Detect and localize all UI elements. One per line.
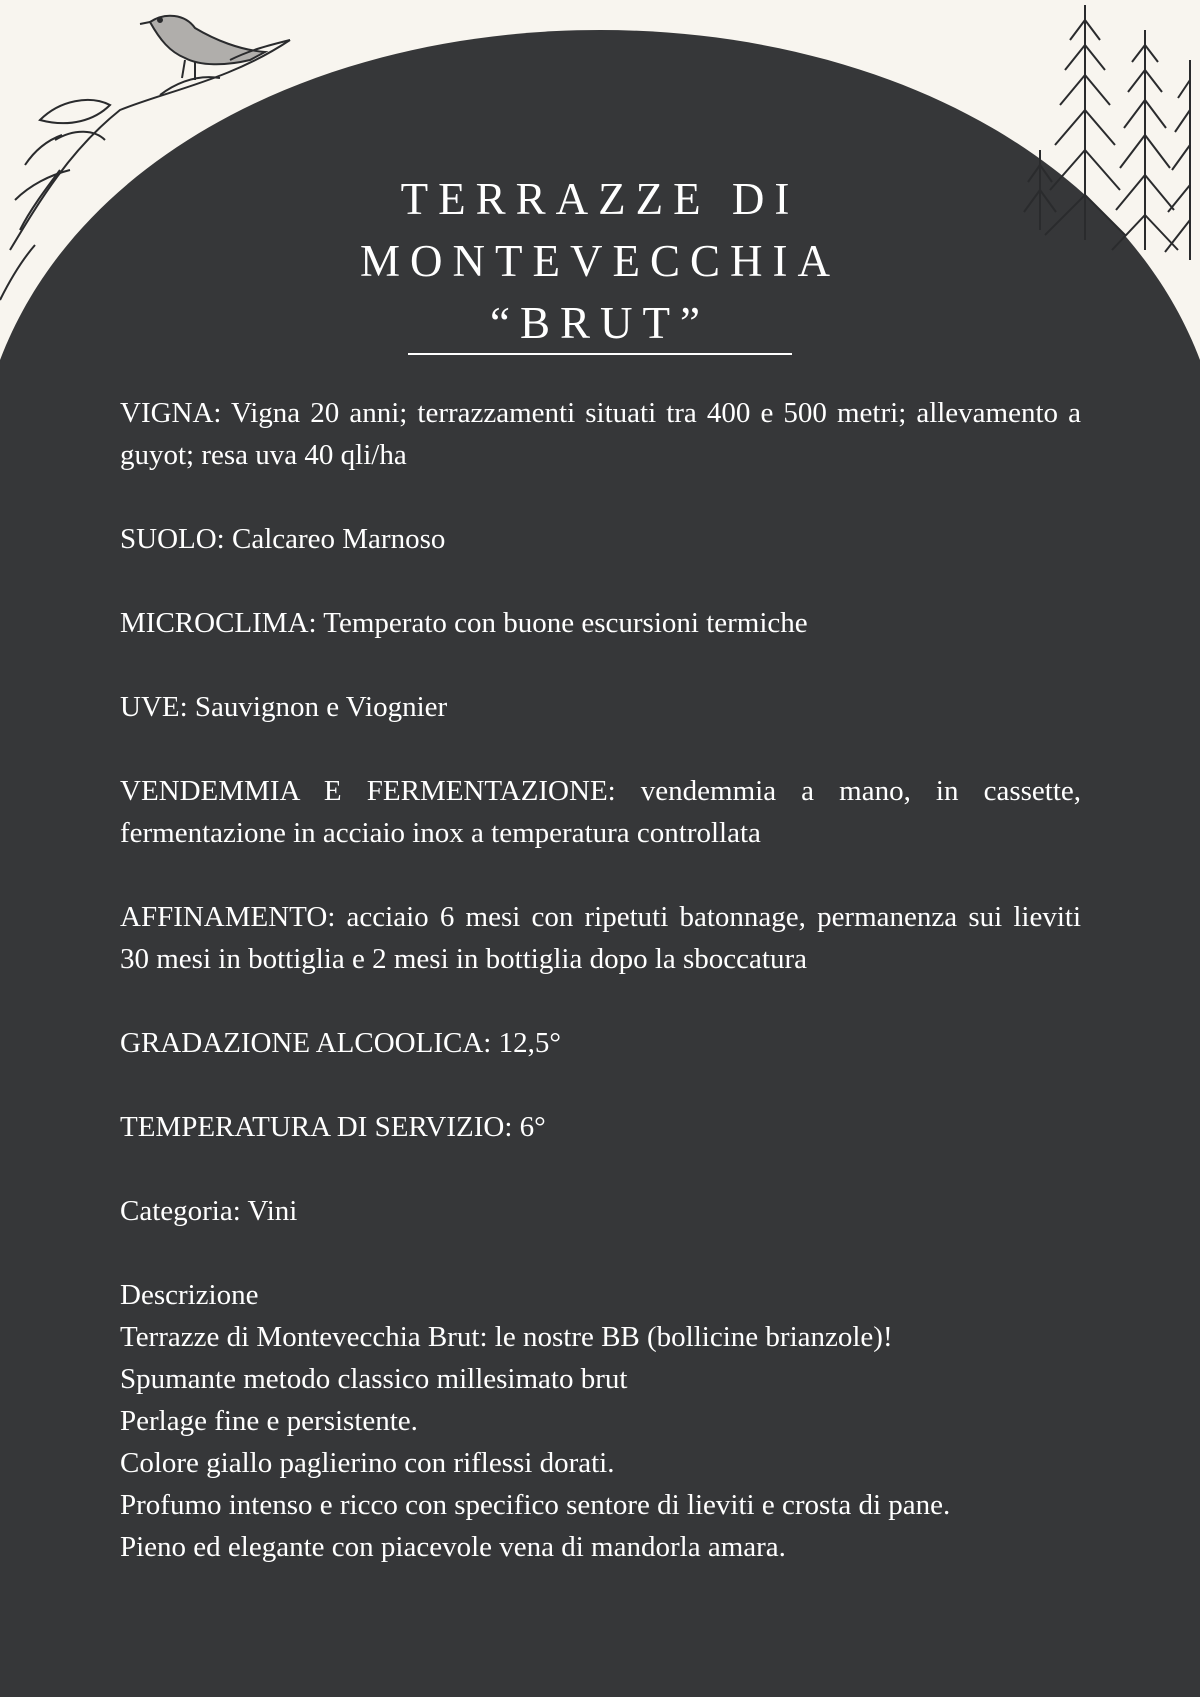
spec-gradazione: GRADAZIONE ALCOOLICA: 12,5° bbox=[120, 1027, 561, 1059]
spec-categoria: Categoria: Vini bbox=[120, 1195, 298, 1227]
description-line: Terrazze di Montevecchia Brut: le nostre BB (bollicine brianzole)! bbox=[120, 1321, 893, 1353]
spec-vendemmia: VENDEMMIA E FERMENTAZIONE: vendemmia a mano, in cassette, fermentazione in acciaio inox a temperatura controllata bbox=[120, 775, 1081, 849]
spec-vigna: VIGNA: Vigna 20 anni; terrazzamenti situati tra 400 e 500 metri; allevamento a guyot; resa uva 40 qli/ha bbox=[120, 397, 1081, 471]
description-line: Perlage fine e persistente. bbox=[120, 1405, 418, 1437]
spec-suolo: SUOLO: Calcareo Marnoso bbox=[120, 523, 446, 555]
description-heading: Descrizione bbox=[120, 1279, 259, 1311]
title-underline bbox=[408, 353, 792, 355]
spec-affinamento: AFFINAMENTO: acciaio 6 mesi con ripetuti batonnage, permanenza sui lieviti 30 mesi in bottiglia e 2 mesi in bottiglia dopo la sboccatura bbox=[120, 901, 1081, 975]
description-line: Profumo intenso e ricco con specifico sentore di lieviti e crosta di pane. bbox=[120, 1489, 951, 1521]
spec-uve: UVE: Sauvignon e Viognier bbox=[120, 691, 448, 723]
description-line: Pieno ed elegante con piacevole vena di mandorla amara. bbox=[120, 1531, 786, 1563]
description-line: Spumante metodo classico millesimato brut bbox=[120, 1363, 628, 1395]
description-line: Colore giallo paglierino con riflessi dorati. bbox=[120, 1447, 615, 1479]
spec-temperatura: TEMPERATURA DI SERVIZIO: 6° bbox=[120, 1111, 546, 1143]
description-section bbox=[120, 1274, 1081, 1568]
title-line-3: “BRUT” bbox=[490, 298, 710, 348]
title-line-2: MONTEVECCHIA bbox=[360, 236, 840, 286]
spec-microclima: MICROCLIMA: Temperato con buone escursioni termiche bbox=[120, 607, 808, 639]
title-line-1: TERRAZZE DI bbox=[400, 174, 800, 224]
wine-details bbox=[120, 392, 1081, 1568]
